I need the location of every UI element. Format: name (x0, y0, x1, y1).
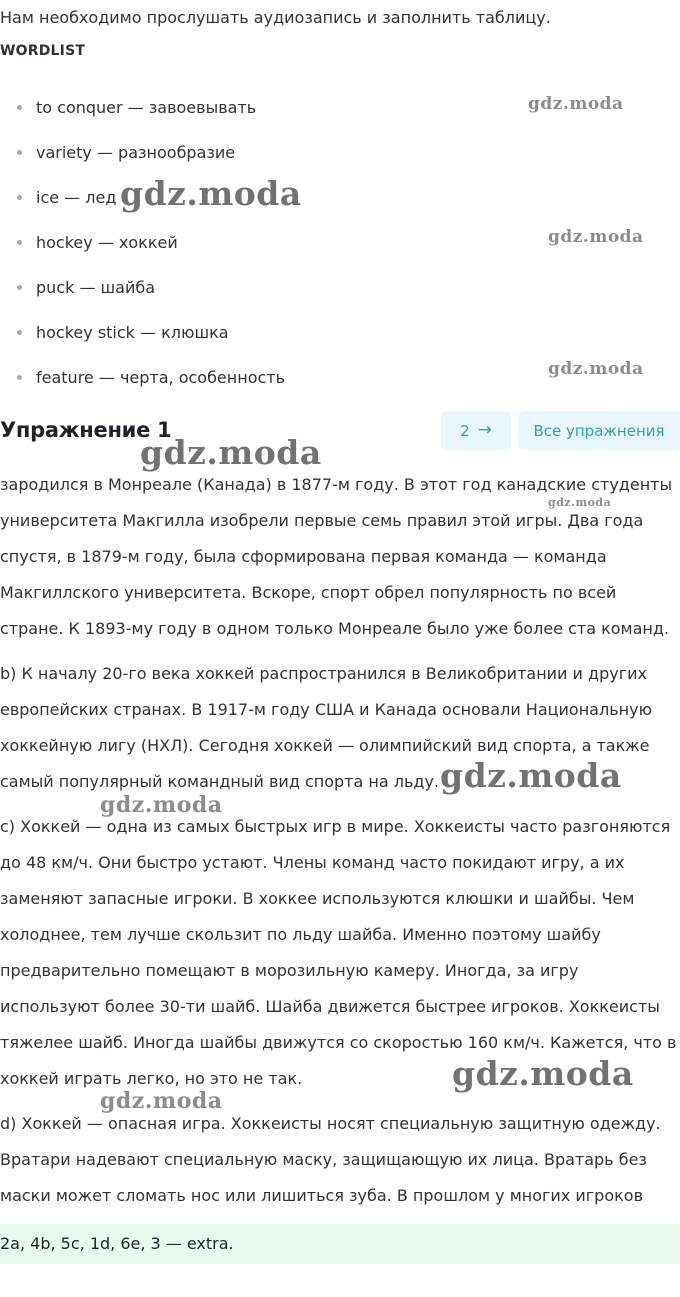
bullet-icon (17, 150, 22, 155)
list-item: hockey stick — клюшка (0, 310, 285, 355)
wordlist-title: WORDLIST (0, 43, 86, 59)
paragraph-c: c) Хоккей — одна из самых быстрых игр в мире. Хоккеисты часто разгоняются до 48 км/ч. Они быстро устают. Члены команд часто покидают игру, а их заменяют запасные игроки. В хоккее используются клюшки и шайбы. Чем холоднее, тем лучше скользит по льду шайба. Именно поэтому шайбу предварительно помещают в морозильную камеру. Иногда, за игру используют более 30-ти шайб. Шайба движется быстрее игроков. Хоккеисты тяжелее шайб. Иногда шайбы движутся со скоростью 160 км/ч. Кажется, что в хоккей играть легко, но это не так. (0, 817, 677, 1088)
bullet-icon (17, 195, 22, 200)
arrow-right-icon: → (477, 420, 492, 440)
list-item: puck — шайба (0, 265, 285, 310)
watermark: gdz.moda (548, 496, 612, 509)
watermark: gdz.moda (100, 792, 223, 818)
intro-text: Нам необходимо прослушать аудиозапись и заполнить таблицу. (0, 8, 551, 27)
watermark: gdz.moda (452, 1054, 634, 1093)
next-exercise-button[interactable] (441, 411, 511, 450)
next-exercise-label: 2 (460, 421, 470, 440)
answer-box: 2a, 4b, 5c, 1d, 6e, 3 — extra. (0, 1224, 680, 1264)
all-exercises-button[interactable] (518, 411, 680, 450)
paragraph-a: зародился в Монреале (Канада) в 1877-м году. В этот год канадские студенты университета Макгилла изобрели первые семь правил этой игры. Два года спустя, в 1879-м году, была сформирована первая команда — команда Макгиллского университета. Вскоре, спорт обрел популярность по всей стране. К 1893-му году в одном только Монреале было уже более ста команд. (0, 475, 673, 638)
watermark: gdz.moda (120, 174, 302, 213)
bullet-icon (17, 375, 22, 380)
watermark: gdz.moda (528, 94, 624, 114)
bullet-icon (17, 105, 22, 110)
watermark: gdz.moda (548, 227, 644, 247)
bullet-icon (17, 285, 22, 290)
watermark: gdz.moda (440, 756, 622, 795)
watermark: gdz.moda (100, 1088, 223, 1114)
list-item: to conquer — завоевывать (0, 85, 285, 130)
bullet-icon (17, 240, 22, 245)
paragraph-b: b) К началу 20-го века хоккей распространился в Великобритании и других европейских странах. В 1917-м году США и Канада основали Национальную хоккейную лигу (НХЛ). Сегодня хоккей — олимпийский вид спорта, а также самый популярный командный вид спорта на льду. (0, 664, 653, 791)
watermark: gdz.moda (548, 359, 644, 379)
bullet-icon (17, 330, 22, 335)
list-item: variety — разнообразие (0, 130, 285, 175)
list-item: hockey — хоккей (0, 220, 285, 265)
list-item: feature — черта, особенность (0, 355, 285, 400)
watermark: gdz.moda (140, 433, 322, 472)
wordlist (0, 85, 285, 400)
exercise-title: Упражнение 1 (0, 418, 172, 442)
paragraph-d: d) Хоккей — опасная игра. Хоккеисты носят специальную защитную одежду. Вратари надевают специальную маску, защищающую их лица. Вратарь без маски может сломать нос или лишиться зуба. В прошлом у многих игроков (0, 1114, 661, 1205)
list-item: ice — лед (0, 175, 285, 220)
all-exercises-label: Все упражнения (533, 421, 665, 440)
